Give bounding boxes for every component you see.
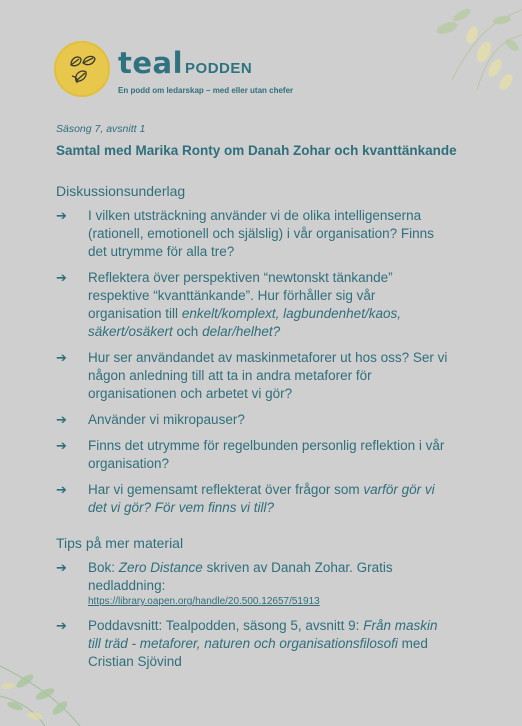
discussion-heading: Diskussionsunderlag bbox=[56, 183, 186, 199]
leaves-logo-icon bbox=[54, 41, 110, 97]
brand-name bbox=[118, 46, 252, 80]
question-text: Har vi gemensamt reflekterat över frågor som bbox=[88, 482, 364, 497]
arrow-right-icon: ➔ bbox=[56, 560, 67, 575]
tip-text: Bok: bbox=[88, 560, 119, 575]
list-item bbox=[56, 411, 451, 429]
list-item bbox=[56, 559, 451, 609]
list-item bbox=[56, 481, 451, 517]
list-item bbox=[56, 269, 451, 341]
arrow-right-icon: ➔ bbox=[56, 350, 67, 365]
list-item bbox=[56, 617, 451, 671]
tip-text: skriven av Danah Zohar. Gratis nedladdning: bbox=[88, 560, 393, 593]
tips-heading: Tips på mer material bbox=[56, 535, 184, 551]
tip-text: med Cristian Sjövind bbox=[88, 636, 428, 669]
question-emphasis: varför gör vi det vi gör? För vem finns vi till? bbox=[88, 482, 435, 515]
episode-label: Säsong 7, avsnitt 1 bbox=[56, 123, 146, 135]
list-item bbox=[56, 349, 451, 403]
discussion-list bbox=[56, 207, 451, 525]
question-text: Finns det utrymme för regelbunden personlig reflektion i vår organisation? bbox=[88, 438, 445, 471]
brand-name-sub: PODDEN bbox=[185, 60, 253, 77]
list-item bbox=[56, 437, 451, 473]
brand-tagline: En podd om ledarskap – med eller utan chefer bbox=[118, 86, 294, 95]
page-title: Samtal med Marika Ronty om Danah Zohar och kvanttänkande bbox=[56, 143, 457, 158]
book-title: Zero Distance bbox=[118, 560, 203, 575]
decorative-leaves-top-right-icon bbox=[392, 0, 522, 95]
arrow-right-icon: ➔ bbox=[56, 482, 67, 497]
tip-text: Poddavsnitt: Tealpodden, säsong 5, avsnitt 9: bbox=[88, 618, 364, 633]
arrow-right-icon: ➔ bbox=[56, 412, 67, 427]
arrow-right-icon: ➔ bbox=[56, 208, 67, 223]
arrow-right-icon: ➔ bbox=[56, 438, 67, 453]
arrow-right-icon: ➔ bbox=[56, 618, 67, 633]
list-item bbox=[56, 207, 451, 261]
tips-list bbox=[56, 559, 451, 679]
question-text-connector: och bbox=[172, 324, 203, 339]
question-text: Använder vi mikropauser? bbox=[88, 412, 245, 427]
question-emphasis: enkelt/komplext, lagbundenhet/kaos, säkert/osäkert bbox=[88, 306, 401, 339]
question-text: Reflektera över perspektiven “newtonskt tänkande” respektive “kvanttänkande”. Hur förhåller sig vår organisation till bbox=[88, 270, 393, 321]
question-text: Hur ser användandet av maskinmetaforer ut hos oss? Ser vi någon anledning till att ta in andra metaforer för organisationen och arbetet vi gör? bbox=[88, 350, 448, 401]
episode-title: Från maskin till träd - metaforer, naturen och organisationsfilosofi bbox=[88, 618, 438, 651]
arrow-right-icon: ➔ bbox=[56, 270, 67, 285]
download-link[interactable]: https://library.oapen.org/handle/20.500.12657/51913 bbox=[88, 596, 320, 607]
brand-name-main: teal bbox=[118, 46, 184, 80]
question-text: I vilken utsträckning använder vi de olika intelligenserna (rationell, emotionell och själslig) i vår organisation? Finns det utrymme för alla tre? bbox=[88, 208, 434, 259]
question-emphasis: delar/helhet? bbox=[202, 324, 281, 339]
